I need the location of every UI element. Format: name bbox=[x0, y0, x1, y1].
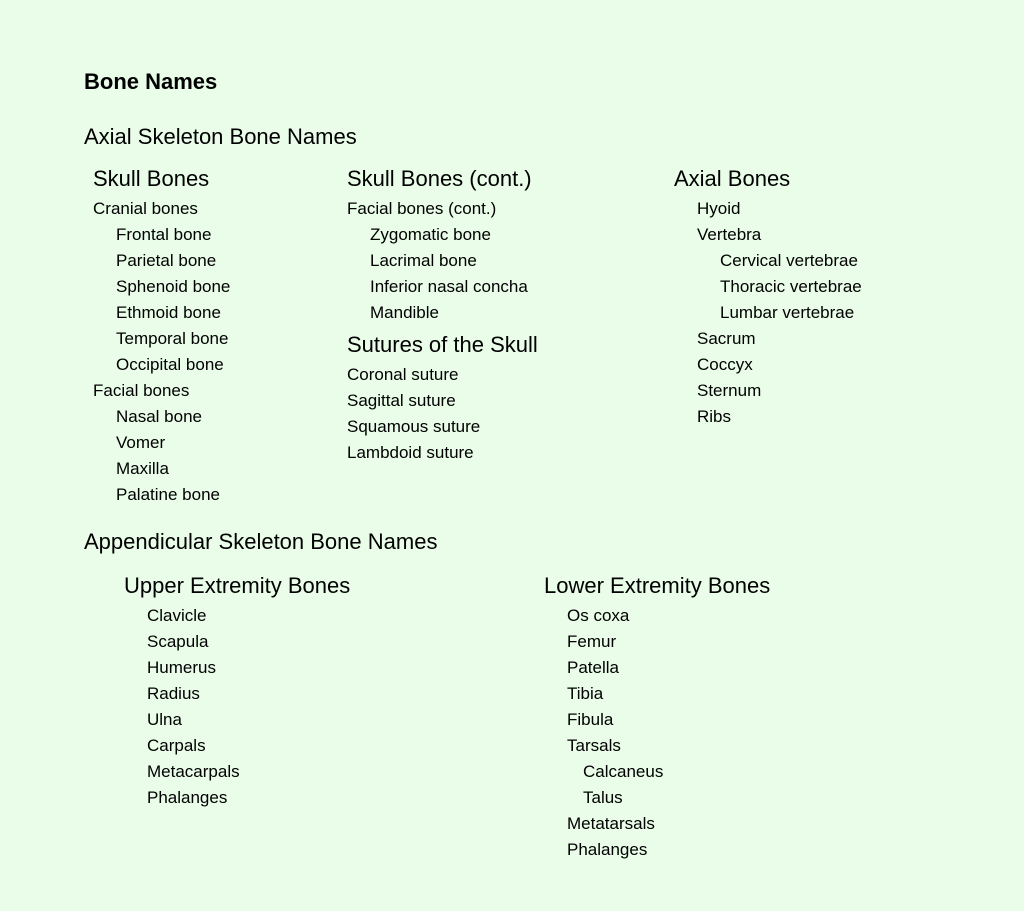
list-item: Parietal bone bbox=[116, 251, 217, 270]
list-item: Coronal suture bbox=[347, 365, 459, 384]
axial-bones-column bbox=[674, 166, 862, 430]
list-item: Os coxa bbox=[567, 606, 630, 625]
list-item: Metatarsals bbox=[567, 814, 655, 833]
list-item: Lumbar vertebrae bbox=[720, 303, 855, 322]
list-item: Sphenoid bone bbox=[116, 277, 231, 296]
list-item: Humerus bbox=[147, 658, 216, 677]
vertebra-label: Vertebra bbox=[697, 225, 762, 244]
appendicular-section-heading: Appendicular Skeleton Bone Names bbox=[84, 529, 438, 554]
list-item: Phalanges bbox=[147, 788, 228, 807]
list-item: Thoracic vertebrae bbox=[720, 277, 862, 296]
list-item: Vomer bbox=[116, 433, 166, 452]
list-item: Hyoid bbox=[697, 199, 741, 218]
list-item: Lacrimal bone bbox=[370, 251, 477, 270]
list-item: Cervical vertebrae bbox=[720, 251, 858, 270]
list-item: Fibula bbox=[567, 710, 614, 729]
list-item: Talus bbox=[583, 788, 623, 807]
skull-bones-cont-column bbox=[347, 166, 538, 466]
list-item: Mandible bbox=[370, 303, 439, 322]
lower-extremity-heading: Lower Extremity Bones bbox=[544, 573, 771, 598]
page-title: Bone Names bbox=[84, 69, 218, 94]
sutures-heading: Sutures of the Skull bbox=[347, 332, 538, 357]
list-item: Maxilla bbox=[116, 459, 169, 478]
list-item: Radius bbox=[147, 684, 200, 703]
list-item: Carpals bbox=[147, 736, 206, 755]
list-item: Sacrum bbox=[697, 329, 756, 348]
list-item: Patella bbox=[567, 658, 619, 677]
list-item: Phalanges bbox=[567, 840, 648, 859]
list-item: Sagittal suture bbox=[347, 391, 456, 410]
list-item: Ribs bbox=[697, 407, 732, 426]
list-item: Lambdoid suture bbox=[347, 443, 474, 462]
list-item: Coccyx bbox=[697, 355, 753, 374]
list-item: Ethmoid bone bbox=[116, 303, 221, 322]
tarsals-label: Tarsals bbox=[567, 736, 621, 755]
facial-bones-label: Facial bones bbox=[93, 381, 190, 400]
upper-extremity-column bbox=[124, 573, 350, 811]
list-item: Inferior nasal concha bbox=[370, 277, 528, 296]
list-item: Temporal bone bbox=[116, 329, 229, 348]
list-item: Clavicle bbox=[147, 606, 207, 625]
skull-bones-cont-heading: Skull Bones (cont.) bbox=[347, 166, 532, 191]
list-item: Ulna bbox=[147, 710, 182, 729]
list-item: Palatine bone bbox=[116, 485, 220, 504]
list-item: Frontal bone bbox=[116, 225, 212, 244]
axial-bones-heading: Axial Bones bbox=[674, 166, 791, 191]
list-item: Nasal bone bbox=[116, 407, 203, 426]
list-item: Squamous suture bbox=[347, 417, 481, 436]
list-item: Occipital bone bbox=[116, 355, 224, 374]
skull-bones-column bbox=[93, 166, 230, 508]
list-item: Tibia bbox=[567, 684, 604, 703]
list-item: Zygomatic bone bbox=[370, 225, 491, 244]
cranial-bones-label: Cranial bones bbox=[93, 199, 198, 218]
skull-bones-heading: Skull Bones bbox=[93, 166, 210, 191]
lower-extremity-column bbox=[544, 573, 770, 863]
upper-extremity-heading: Upper Extremity Bones bbox=[124, 573, 351, 598]
list-item: Scapula bbox=[147, 632, 209, 651]
list-item: Calcaneus bbox=[583, 762, 664, 781]
list-item: Femur bbox=[567, 632, 617, 651]
facial-bones-cont-label: Facial bones (cont.) bbox=[347, 199, 497, 218]
list-item: Metacarpals bbox=[147, 762, 240, 781]
axial-section-heading: Axial Skeleton Bone Names bbox=[84, 124, 357, 149]
list-item: Sternum bbox=[697, 381, 762, 400]
